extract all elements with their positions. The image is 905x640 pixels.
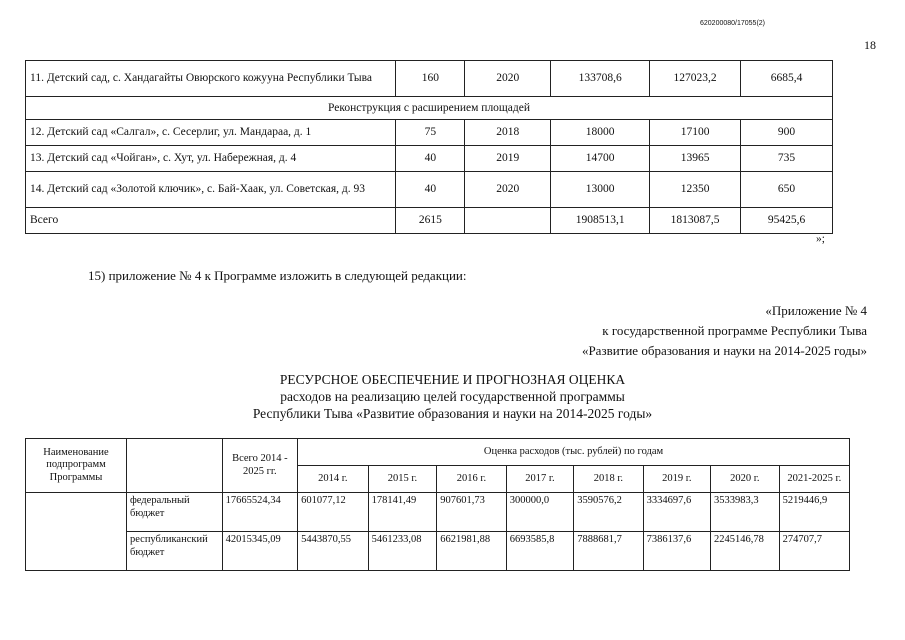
year-value: 274707,7 bbox=[779, 532, 849, 571]
header-year: 2017 г. bbox=[506, 466, 573, 493]
cell-capacity: 75 bbox=[396, 120, 465, 146]
page-number: 18 bbox=[864, 38, 876, 52]
cell-total: 18000 bbox=[551, 120, 650, 146]
cell-name: 12. Детский сад «Салгал», с. Сесерлиг, ул. Мандараа, д. 1 bbox=[26, 120, 396, 146]
appendix-line-1: «Приложение № 4 bbox=[765, 303, 867, 318]
header-source-empty bbox=[126, 439, 222, 493]
kindergarten-table bbox=[25, 60, 833, 234]
total-row bbox=[26, 208, 833, 234]
amendment-paragraph: 15) приложение № 4 к Программе изложить в следующей редакции: bbox=[88, 268, 467, 283]
year-value: 7888681,7 bbox=[574, 532, 643, 571]
document-code: 620200080/17055(2) bbox=[700, 20, 766, 27]
cell-regional: 650 bbox=[741, 172, 833, 208]
cell-capacity: 160 bbox=[396, 61, 465, 97]
cell-regional: 735 bbox=[741, 146, 833, 172]
cell-year: 2020 bbox=[465, 172, 551, 208]
resource-title-line-3: Республики Тыва «Развитие образования и науки на 2014-2025 годы» bbox=[252, 406, 653, 421]
header-year: 2021-2025 г. bbox=[779, 466, 849, 493]
cell-federal: 1813087,5 bbox=[650, 208, 741, 234]
closing-quote: »; bbox=[816, 233, 825, 245]
table-row bbox=[26, 61, 833, 97]
header-year: 2014 г. bbox=[298, 466, 369, 493]
header-estimate: Оценка расходов (тыс. рублей) по годам bbox=[298, 439, 850, 466]
cell-total: 133708,6 bbox=[551, 61, 650, 97]
cell-name: 13. Детский сад «Чойган», с. Хут, ул. Набережная, д. 4 bbox=[26, 146, 396, 172]
header-year: 2020 г. bbox=[711, 466, 780, 493]
header-year: 2016 г. bbox=[437, 466, 507, 493]
table-row bbox=[26, 172, 833, 208]
cell-total: 13000 bbox=[551, 172, 650, 208]
cell-year: 2018 bbox=[465, 120, 551, 146]
header-year: 2015 г. bbox=[368, 466, 437, 493]
year-value: 5443870,55 bbox=[298, 532, 369, 571]
cell-total: 14700 bbox=[551, 146, 650, 172]
cell-federal: 17100 bbox=[650, 120, 741, 146]
cell-year bbox=[465, 208, 551, 234]
year-value: 907601,73 bbox=[437, 493, 507, 532]
resource-title-line-1: РЕСУРСНОЕ ОБЕСПЕЧЕНИЕ И ПРОГНОЗНАЯ ОЦЕНКА bbox=[279, 372, 626, 387]
cell-capacity: 40 bbox=[396, 146, 465, 172]
resource-title bbox=[0, 371, 905, 422]
year-value: 3590576,2 bbox=[574, 493, 643, 532]
cell-regional: 95425,6 bbox=[741, 208, 833, 234]
table-row bbox=[26, 532, 850, 571]
appendix-line-3: «Развитие образования и науки на 2014-2025 годы» bbox=[581, 343, 867, 358]
cell-name: Всего bbox=[26, 208, 396, 234]
budget-total: 17665524,34 bbox=[222, 493, 298, 532]
year-value: 6693585,8 bbox=[506, 532, 573, 571]
cell-regional: 6685,4 bbox=[741, 61, 833, 97]
cell-federal: 127023,2 bbox=[650, 61, 741, 97]
budget-source: республиканский бюджет bbox=[126, 532, 222, 571]
year-value: 601077,12 bbox=[298, 493, 369, 532]
header-year: 2018 г. bbox=[574, 466, 643, 493]
section-title: Реконструкция с расширением площадей bbox=[26, 97, 833, 120]
header-total: Всего 2014 - 2025 гг. bbox=[222, 439, 298, 493]
cell-total: 1908513,1 bbox=[551, 208, 650, 234]
year-value: 5461233,08 bbox=[368, 532, 437, 571]
budget-source: федеральный бюджет bbox=[126, 493, 222, 532]
cell-federal: 13965 bbox=[650, 146, 741, 172]
header-subprogram-name: Наименование подпрограмм Программы bbox=[26, 439, 127, 493]
year-value: 7386137,6 bbox=[643, 532, 710, 571]
section-row bbox=[26, 97, 833, 120]
cell-capacity: 2615 bbox=[396, 208, 465, 234]
cell-year: 2019 bbox=[465, 146, 551, 172]
year-value: 2245146,78 bbox=[711, 532, 780, 571]
resource-title-line-2: расходов на реализацию целей государственной программы bbox=[280, 389, 625, 404]
year-value: 300000,0 bbox=[506, 493, 573, 532]
table-row bbox=[26, 493, 850, 532]
year-value: 3533983,3 bbox=[711, 493, 780, 532]
year-value: 5219446,9 bbox=[779, 493, 849, 532]
cell-capacity: 40 bbox=[396, 172, 465, 208]
appendix-header bbox=[582, 301, 867, 361]
resource-table bbox=[25, 438, 850, 571]
year-value: 6621981,88 bbox=[437, 532, 507, 571]
table-row bbox=[26, 120, 833, 146]
cell-federal: 12350 bbox=[650, 172, 741, 208]
header-year: 2019 г. bbox=[643, 466, 710, 493]
appendix-line-2: к государственной программе Республики Тыва bbox=[602, 323, 867, 338]
subprogram-name-cell bbox=[26, 493, 127, 571]
year-value: 178141,49 bbox=[368, 493, 437, 532]
table-row bbox=[26, 146, 833, 172]
cell-name: 11. Детский сад, с. Хандагайты Овюрского кожууна Республики Тыва bbox=[26, 61, 396, 97]
cell-name: 14. Детский сад «Золотой ключик», с. Бай-Хаак, ул. Советская, д. 93 bbox=[26, 172, 396, 208]
cell-regional: 900 bbox=[741, 120, 833, 146]
cell-year: 2020 bbox=[465, 61, 551, 97]
budget-total: 42015345,09 bbox=[222, 532, 298, 571]
year-value: 3334697,6 bbox=[643, 493, 710, 532]
